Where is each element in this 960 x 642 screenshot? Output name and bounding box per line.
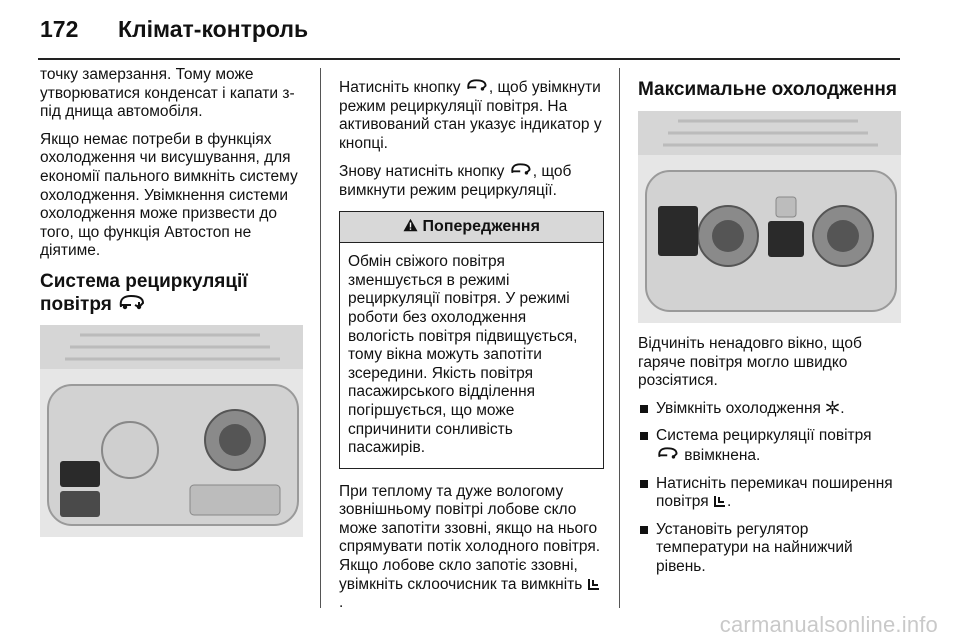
air-distribution-icon — [587, 576, 601, 593]
section-heading-recirculation — [40, 270, 310, 317]
text-fragment: При теплому та дуже вологому зовнішньому повітрі лобове скло може запотіти ззовні, якщо на нього спрямувати потік холодного повітря. Якщо лобове скло запотіє ззовні, увімкніть склоочисник та вимкніть — [339, 482, 601, 593]
column-divider — [619, 68, 620, 608]
text-fragment: ввімкнена. — [680, 446, 761, 464]
warning-box — [339, 211, 604, 469]
heading-text: Система рециркуляції повітря — [40, 270, 248, 315]
column-2 — [339, 78, 604, 622]
text-fragment: , щоб вимкнути режим рециркуляції. — [339, 163, 572, 199]
text-fragment: Знову натисніть кнопку — [339, 163, 509, 181]
section-heading-max-cooling: Максимальне охолодження — [638, 79, 897, 100]
page-number: 172 — [40, 16, 79, 42]
column-1 — [40, 66, 310, 537]
paragraph-open-window: Відчиніть ненадовго вікно, щоб гаряче повітря могло швидко розсіятися. — [638, 335, 862, 390]
warning-header — [340, 212, 603, 244]
warning-body: Обмін свіжого повітря зменшується в режимі рециркуляції повітря. У режимі роботи без охолодження вологість повітря підвищується, тому вікна можуть запотіти зсередини. Якість повітря пасажирського відділення погіршується, що може спричинити сонливість пасажирів. — [348, 253, 578, 457]
paragraph-condensation: точку замерзання. Тому може утворюватися конденсат і капати з-під днища автомобіля. — [40, 66, 295, 121]
warning-title: Попередження — [422, 217, 540, 235]
column-divider — [320, 68, 321, 608]
text-fragment: Система рециркуляції повітря — [656, 427, 872, 445]
text-fragment: Натисніть перемикач поширення повітря — [656, 474, 893, 511]
recirculation-panel-photo — [40, 325, 303, 537]
recirculation-icon — [117, 293, 147, 317]
paragraph-recirc-on — [339, 78, 604, 153]
paragraph-windshield-fog — [339, 483, 604, 613]
max-cooling-panel-photo — [638, 111, 901, 323]
text-fragment: Натисніть кнопку — [339, 78, 465, 96]
list-item — [638, 400, 903, 419]
text-fragment: . — [840, 399, 845, 417]
column-3 — [638, 78, 903, 586]
recirculation-icon — [656, 446, 680, 466]
paragraph-recirc-off — [339, 162, 604, 200]
list-item — [638, 475, 903, 512]
list-item: Установіть регулятор температури на найнижчий рівень. — [638, 521, 903, 577]
text-fragment: Увімкніть охолодження — [656, 399, 821, 417]
max-cooling-steps — [638, 400, 903, 577]
recirculation-icon — [465, 78, 489, 98]
snowflake-icon — [825, 400, 840, 417]
warning-triangle-icon — [403, 218, 418, 235]
watermark: carmanualsonline.info — [719, 612, 938, 637]
recirculation-icon — [509, 162, 533, 182]
text-fragment: , щоб увімкнути режим рециркуляції повітря. На активований стан указує індикатор у кнопці. — [339, 78, 602, 152]
air-distribution-icon — [713, 493, 727, 510]
text-fragment: . — [726, 493, 732, 511]
page-title: Клімат-контроль — [118, 16, 309, 42]
paragraph-cooling-off: Якщо немає потреби в функціях охолодження чи висушування, для економії пального вимкніть систему охолодження. Увімкнення системи охолодження може призвести до того, що функція Автостоп не діятиме. — [40, 130, 298, 260]
header-rule — [38, 58, 900, 60]
list-item — [638, 427, 903, 465]
text-fragment: . — [339, 594, 344, 612]
